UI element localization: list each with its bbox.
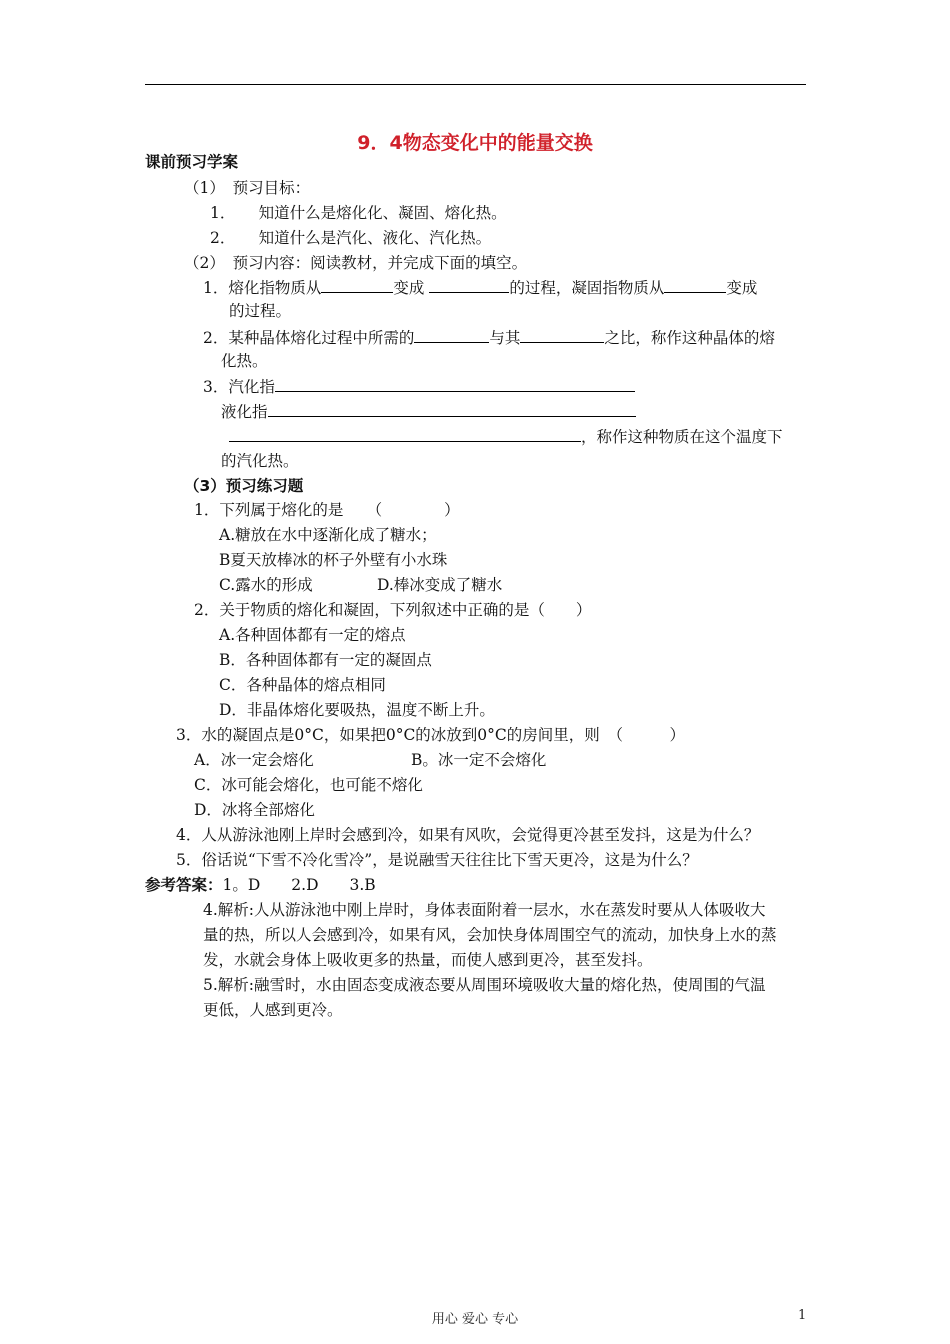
exercise-1-option-b: B夏天放棒冰的杯子外壁有小水珠 xyxy=(219,551,448,569)
answer-5-line-2: 更低，人感到更冷。 xyxy=(203,1001,343,1019)
objectives-label: （1） 预习目标： xyxy=(184,179,311,197)
footer-slogan: 用心 爱心 专心 xyxy=(431,1312,519,1327)
blank-6[interactable] xyxy=(275,376,635,392)
objective-1: 1． 知道什么是熔化化、凝固、熔化热。 xyxy=(210,204,507,222)
exercise-1-option-d: D.棒冰变成了糖水 xyxy=(377,576,503,594)
page-title: 9．4物态变化中的能量交换 xyxy=(357,132,593,154)
answers-choices: 1。D 2.D 3.B xyxy=(222,876,376,894)
exercise-2-option-c: C．各种晶体的熔点相同 xyxy=(219,676,386,694)
exercise-5: 5．俗话说“下雪不冷化雪冷”，是说融雪天往往比下雪天更冷，这是为什么？ xyxy=(176,851,698,869)
fill-question-2 xyxy=(203,327,775,348)
exercise-1-option-c: C.露水的形成 xyxy=(219,576,313,594)
q1-text-a: 1．熔化指物质从 xyxy=(203,279,322,297)
q3-text-c: ，称作这种物质在这个温度下 xyxy=(581,428,783,446)
page-number: 1 xyxy=(798,1308,807,1323)
header-rule xyxy=(145,84,806,85)
exercise-3-option-b: B。冰一定不会熔化 xyxy=(411,751,547,769)
q2-text-b: 与其 xyxy=(489,329,521,347)
fill-question-3b xyxy=(221,401,636,422)
q3-text-a: 3．汽化指 xyxy=(203,378,275,396)
blank-3[interactable] xyxy=(664,277,726,293)
fill-question-1 xyxy=(203,277,757,298)
exercise-3-option-c: C．冰可能会熔化，也可能不熔化 xyxy=(194,776,423,794)
exercise-3-option-d: D．冰将全部熔化 xyxy=(194,801,315,819)
answer-5-line-1: 5.解析:融雪时，水由固态变成液态要从周围环境吸收大量的熔化热，使周围的气温 xyxy=(203,976,766,994)
exercise-2-option-d: D．非晶体熔化要吸热，温度不断上升。 xyxy=(219,701,495,719)
fill-question-3c xyxy=(229,426,783,447)
exercise-4: 4．人从游泳池刚上岸时会感到冷，如果有风吹，会觉得更冷甚至发抖，这是为什么？ xyxy=(176,826,760,844)
blank-5[interactable] xyxy=(520,327,604,343)
q2-text-c: 之比，称作这种晶体的熔 xyxy=(604,329,775,347)
answer-4-line-2: 量的热，所以人会感到冷，如果有风，会加快身体周围空气的流动，加快身上水的蒸 xyxy=(203,926,777,944)
exercises-label: （3）预习练习题 xyxy=(184,477,304,495)
answer-4-line-3: 发，水就会身体上吸收更多的热量，而使人感到更冷，甚至发抖。 xyxy=(203,951,653,969)
blank-7[interactable] xyxy=(268,401,636,417)
exercise-3: 3．水的凝固点是0°C，如果把0°C的冰放到0°C的房间里，则 （ ） xyxy=(176,726,686,744)
answer-4-line-1: 4.解析:人从游泳池中刚上岸时，身体表面附着一层水，水在蒸发时要从人体吸收大 xyxy=(203,901,766,919)
fill-question-3a xyxy=(203,376,635,397)
exercise-1: 1．下列属于熔化的是 （ ） xyxy=(194,501,460,519)
exercise-2-option-a: A.各种固体都有一定的熔点 xyxy=(219,626,406,644)
blank-2[interactable] xyxy=(429,277,509,293)
answers-line xyxy=(145,875,376,895)
exercise-1-option-a: A.糖放在水中逐渐化成了糖水； xyxy=(219,526,437,544)
q1-continuation: 的过程。 xyxy=(229,302,292,320)
q1-text-c: 的过程，凝固指物质从 xyxy=(509,279,665,297)
exercise-2-option-b: B．各种固体都有一定的凝固点 xyxy=(219,651,432,669)
q1-text-b: 变成 xyxy=(393,279,425,297)
blank-1[interactable] xyxy=(321,277,393,293)
q3-text-b: 液化指 xyxy=(221,403,268,421)
q2-continuation: 化热。 xyxy=(221,352,268,370)
section-heading: 课前预习学案 xyxy=(145,153,239,171)
q2-text-a: 2．某种晶体熔化过程中所需的 xyxy=(203,329,415,347)
q1-text-d: 变成 xyxy=(726,279,758,297)
q3-continuation: 的汽化热。 xyxy=(221,452,299,470)
blank-4[interactable] xyxy=(414,327,489,343)
exercise-3-option-a: A．冰一定会熔化 xyxy=(194,751,314,769)
blank-8[interactable] xyxy=(229,426,581,442)
content-label: （2） 预习内容：阅读教材，并完成下面的填空。 xyxy=(184,254,528,272)
objective-2: 2． 知道什么是汽化、液化、汽化热。 xyxy=(210,229,492,247)
exercise-2: 2．关于物质的熔化和凝固，下列叙述中正确的是（ ） xyxy=(194,601,592,619)
answers-label: 参考答案： xyxy=(145,876,223,894)
